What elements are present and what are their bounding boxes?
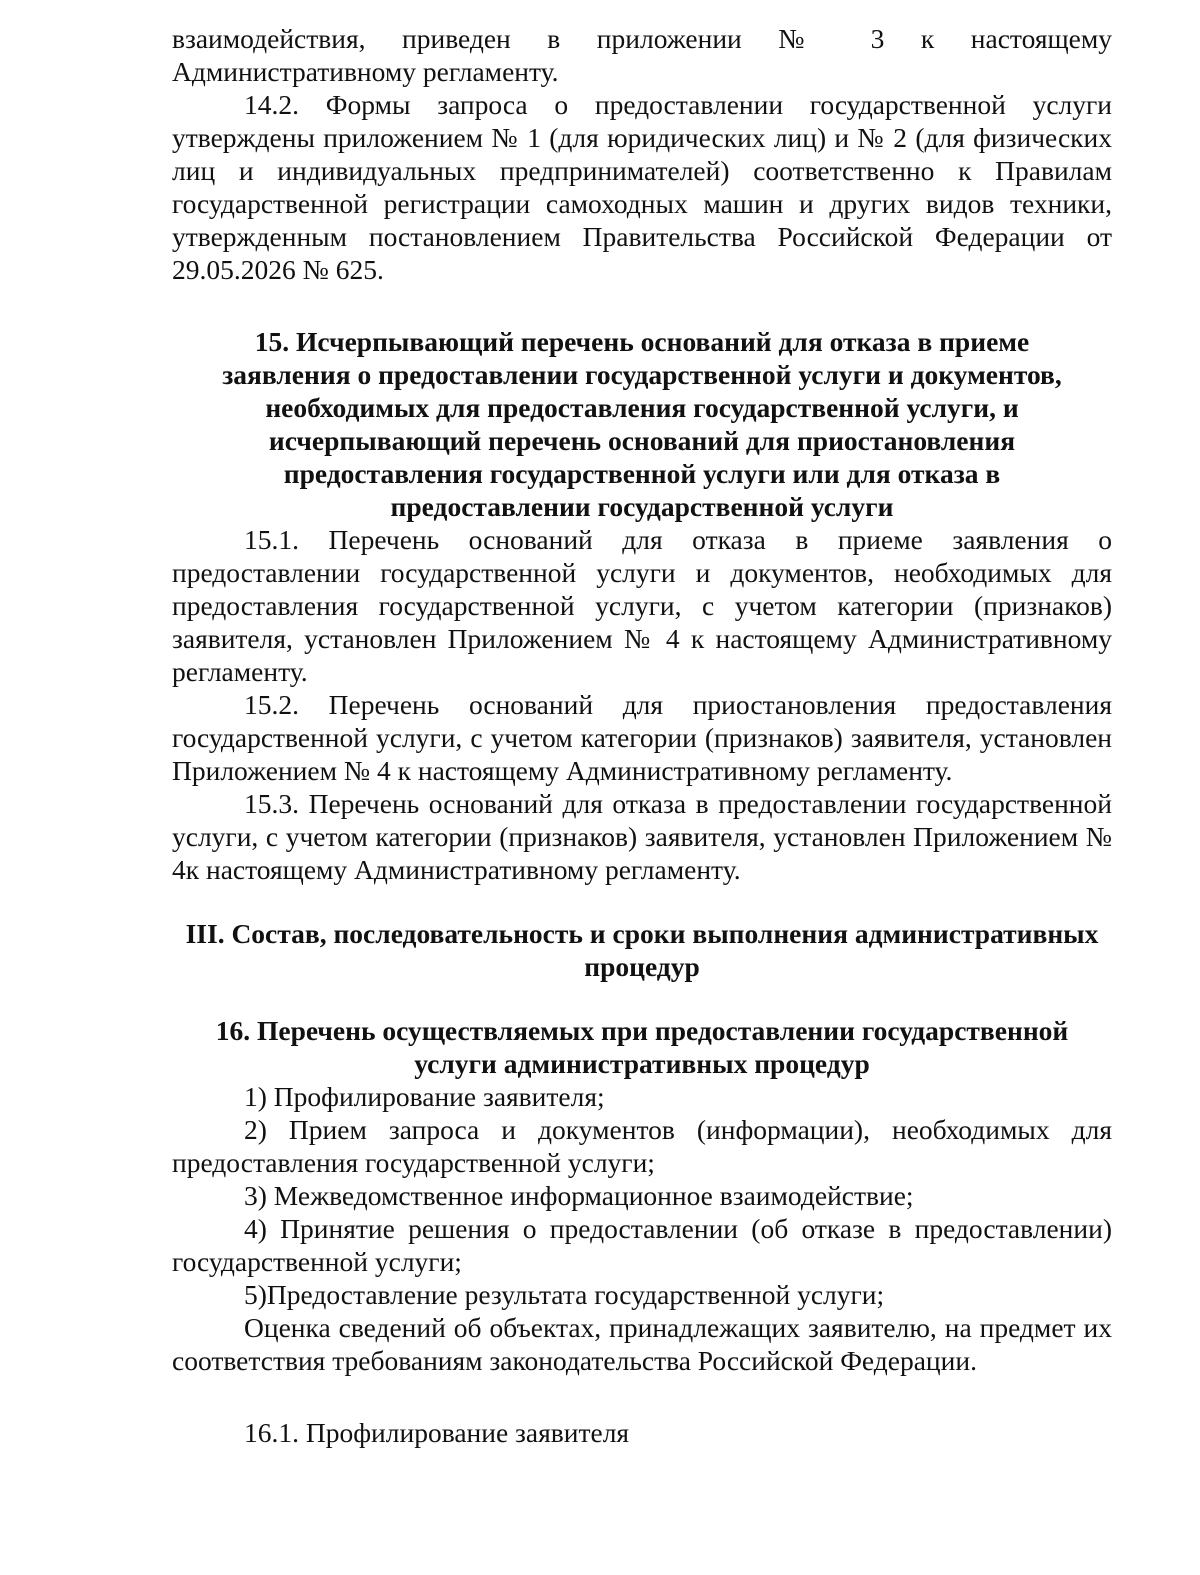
procedure-list-item: 5)Предоставление результата государственной услуги;	[244, 1279, 885, 1310]
section-16-heading	[172, 1014, 1112, 1080]
procedure-list-item: 3) Межведомственное информационное взаимодействие;	[244, 1180, 914, 1211]
heading-line: услуги административных процедур	[414, 1048, 870, 1079]
paragraph-14-2: 14.2. Формы запроса о предоставлении государственной услуги утверждены приложением № 1 (для юридических лиц) и № 2 (для физических лиц и индивидуальных предпринимателей) соответственно к Правилам государственной регистрации самоходных машин и других видов техники, утвержденным постановлением Правительства Российской Федерации от 29.05.2026 № 625.	[172, 89, 1112, 285]
heading-line: необходимых для предоставления государственной услуги, и	[265, 392, 1019, 423]
procedure-list-item: 2) Прием запроса и документов (информации), необходимых для предоставления государственной услуги;	[172, 1114, 1112, 1178]
intro-continuation-paragraph: взаимодействия, приведен в приложении № 3 к настоящему Административному регламенту.	[172, 23, 1112, 87]
procedure-list-item: 4) Принятие решения о предоставлении (об отказе в предоставлении) государственной услуги;	[172, 1213, 1112, 1277]
heading-line: 15. Исчерпывающий перечень оснований для отказа в приеме	[254, 326, 1030, 357]
heading-line: исчерпывающий перечень оснований для приостановления	[268, 425, 1016, 456]
heading-line: 16. Перечень осуществляемых при предоставлении государственной	[215, 1015, 1069, 1046]
text-column	[172, 22, 1112, 1449]
heading-line: III. Состав, последовательность и сроки выполнения административных	[185, 918, 1099, 949]
part-3-heading	[172, 917, 1112, 983]
heading-line: предоставления государственной услуги или для отказа в	[283, 458, 1001, 489]
paragraph-15-1: 15.1. Перечень оснований для отказа в приеме заявления о предоставлении государственной услуги и документов, необходимых для предоставления государственной услуги, с учетом категории (признаков) заявителя, установлен Приложением № 4 к настоящему Административному регламенту.	[172, 524, 1112, 687]
section-15-heading	[172, 325, 1112, 523]
procedure-list-item: Оценка сведений об объектах, принадлежащих заявителю, на предмет их соответствия требованиям законодательства Российской Федерации.	[172, 1312, 1112, 1376]
paragraph-15-3: 15.3. Перечень оснований для отказа в предоставлении государственной услуги, с учетом категории (признаков) заявителя, установлен Приложением № 4к настоящему Административному регламенту.	[172, 788, 1112, 885]
heading-line: предоставлении государственной услуги	[390, 491, 894, 522]
procedure-list-item: 1) Профилирование заявителя;	[244, 1081, 605, 1112]
paragraph-15-2: 15.2. Перечень оснований для приостановления предоставления государственной услуги, с учетом категории (признаков) заявителя, установлен Приложением № 4 к настоящему Административному регламенту.	[172, 689, 1112, 786]
heading-line: процедур	[584, 951, 700, 982]
heading-line: заявления о предоставлении государственной услуги и документов,	[222, 359, 1062, 390]
subsection-16-1-title: 16.1. Профилирование заявителя	[244, 1417, 630, 1448]
